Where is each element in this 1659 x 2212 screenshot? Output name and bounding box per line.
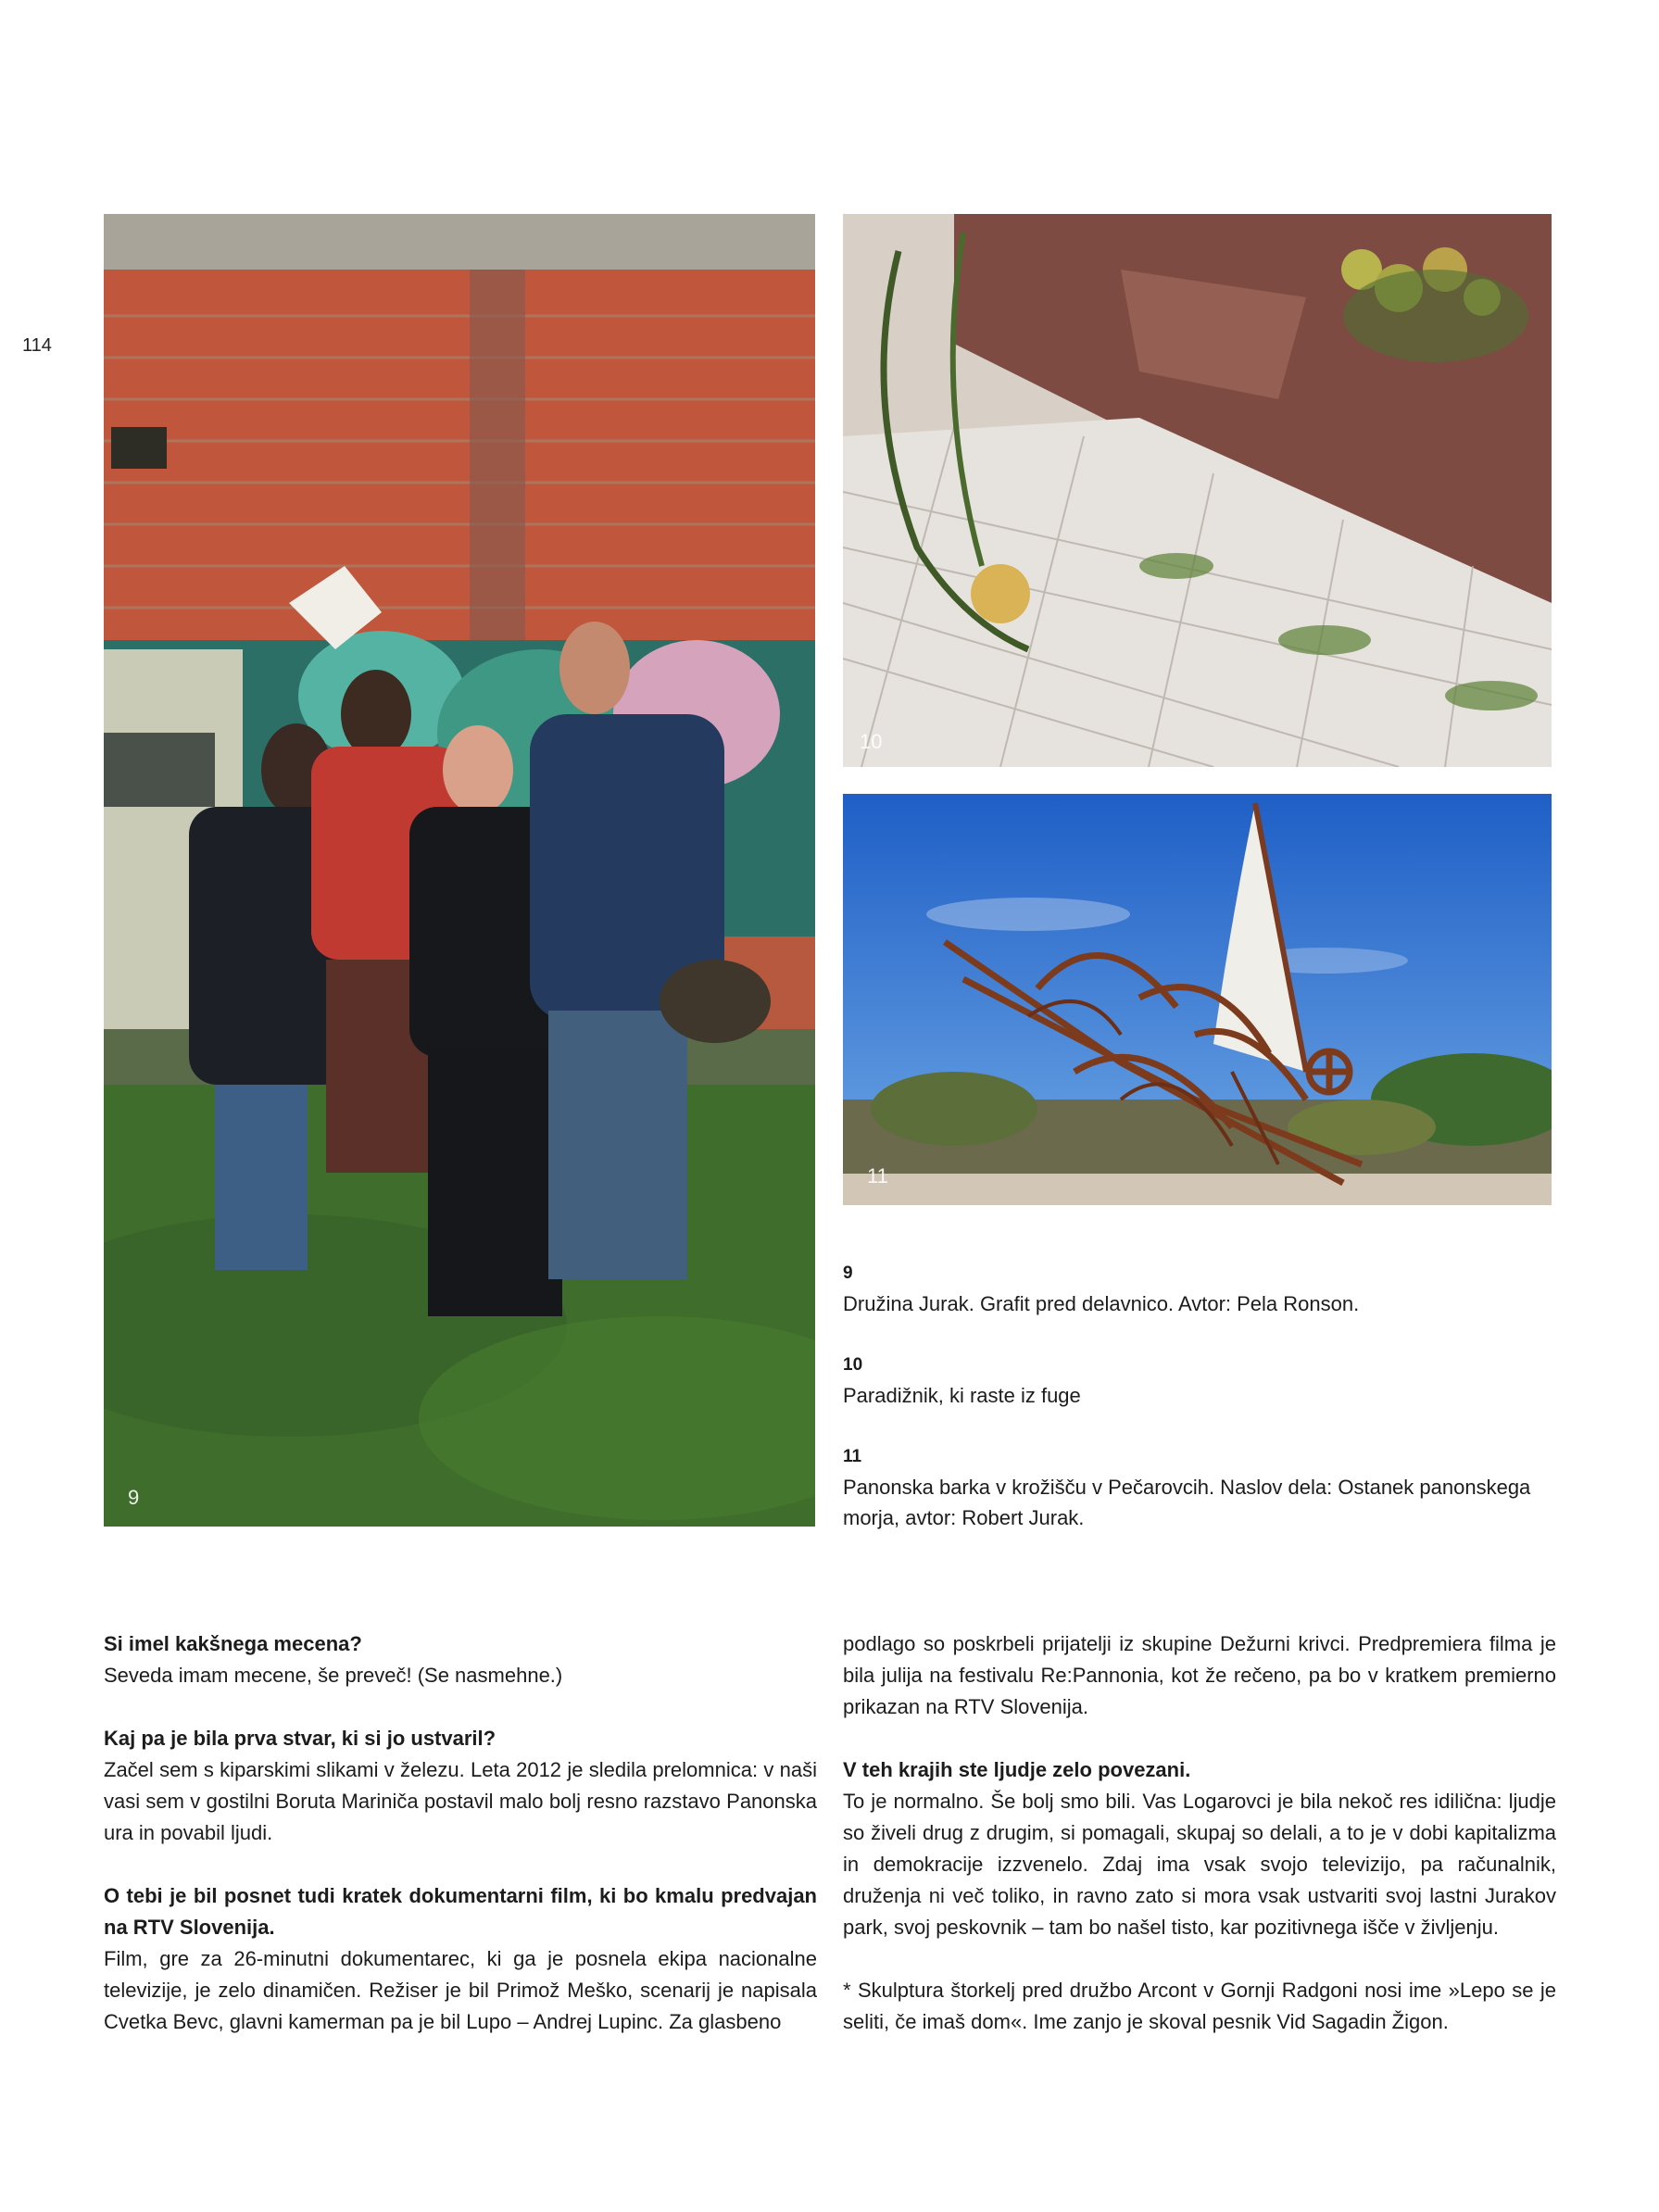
photo-number-9: 9	[128, 1486, 140, 1509]
page-number: 114	[22, 335, 52, 356]
answer: Seveda imam mecene, še preveč! (Se nasmehne.)	[104, 1664, 563, 1687]
qa-block	[843, 1754, 1556, 1943]
caption-number: 11	[843, 1447, 862, 1466]
answer: Začel sem s kiparskimi slikami v železu. Leta 2012 je sledila prelomnica: v naši vasi sem v gostilni Boruta Mariniča postavil malo bolj resno razstavo Panonska ura in povabil ljudi.	[104, 1758, 817, 1844]
photo-number-10: 10	[860, 730, 883, 753]
qa-block	[104, 1628, 817, 1691]
footnote: * Skulptura štorkelj pred družbo Arcont v Gornji Radgoni nosi ime »Lepo se je seliti, če imaš dom«. Ime zanjo je skoval pesnik Vid Sagadin Žigon.	[843, 1979, 1556, 2033]
caption-number: 9	[843, 1263, 853, 1283]
caption-number: 10	[843, 1355, 863, 1375]
photo-pannonian-barge	[843, 794, 1552, 1205]
answer: To je normalno. Še bolj smo bili. Vas Logarovci je bila nekoč res idilična: ljudje so živeli drug z drugim, si pomagali, skupaj so delali, a to je v dobi kapitalizma in demokracije izzvenelo. Zdaj ima vsak svojo televizijo, pa računalnik, druženja ni več toliko, in ravno zato si mora vsak ustvariti svoj lastni Jurakov park, svoj peskovnik – tam bo našel tisto, kar pozitivnega išče v življenju.	[843, 1790, 1556, 1939]
photo-captions	[843, 1258, 1556, 1564]
question: V teh krajih ste ljudje zelo povezani.	[843, 1758, 1191, 1781]
question: Si imel kakšnega mecena?	[104, 1632, 362, 1655]
answer: Film, gre za 26-minutni dokumentarec, ki ga je posnela ekipa nacionalne televizije, je zelo dinamičen. Režiser je bil Primož Meško, scenarij je napisala Cvetka Bevc, glavni kamerman pa je bil Lupo – Andrej Lupinc. Za glasbeno	[104, 1947, 817, 2033]
question: O tebi je bil posnet tudi kratek dokumentarni film, ki bo kmalu predvajan na RTV Slovenija.	[104, 1884, 817, 1939]
answer-continued: podlago so poskrbeli prijatelji iz skupine Dežurni krivci. Predpremiera filma je bila julija na festivalu Re:Pannonia, kot že rečeno, pa bo v kratkem premierno prikazan na RTV Slovenija.	[843, 1632, 1556, 1718]
caption-11	[843, 1441, 1556, 1533]
qa-block	[104, 1723, 817, 1849]
caption-10	[843, 1350, 1556, 1411]
qa-block	[104, 1880, 817, 2038]
article-column-left	[104, 1628, 817, 2069]
article-column-right	[843, 1628, 1556, 2069]
photo-number-11: 11	[867, 1164, 888, 1188]
caption-text: Panonska barka v krožišču v Pečarovcih. Naslov dela: Ostanek panonskega morja, avtor: Robert Jurak.	[843, 1476, 1531, 1529]
caption-9	[843, 1258, 1556, 1319]
caption-text: Paradižnik, ki raste iz fuge	[843, 1384, 1081, 1407]
caption-text: Družina Jurak. Grafit pred delavnico. Avtor: Pela Ronson.	[843, 1292, 1360, 1315]
photo-family-jurak	[104, 214, 815, 1527]
question: Kaj pa je bila prva stvar, ki si jo ustvaril?	[104, 1727, 496, 1750]
photo-tomato-plant	[843, 214, 1552, 767]
